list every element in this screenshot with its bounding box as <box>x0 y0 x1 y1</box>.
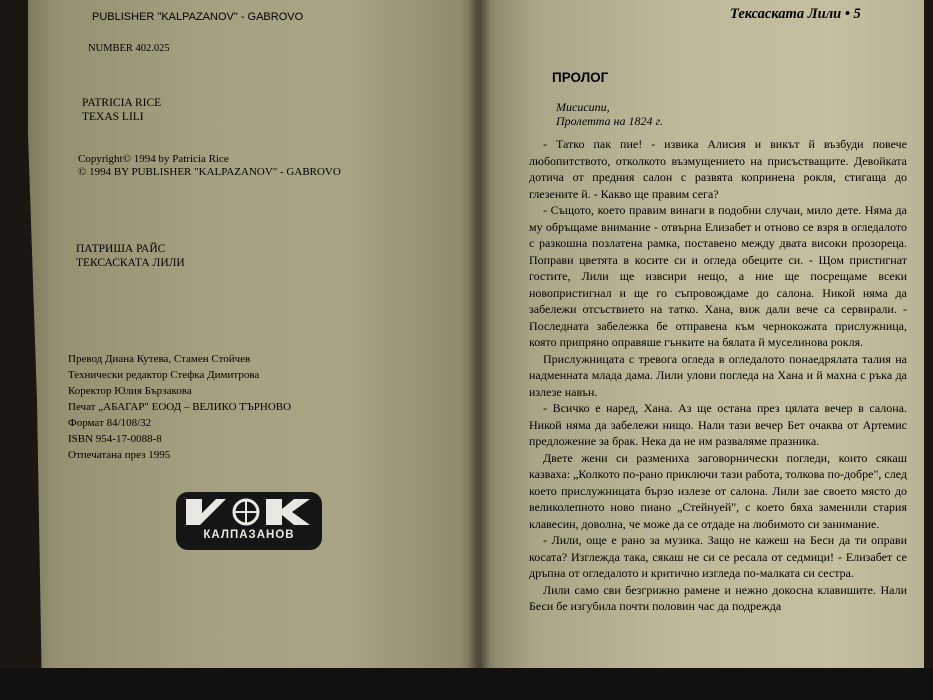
paragraph: Прислужницата с тревога огледа в огледалото понаедрялата талия на надменната млада дама. Лили улови погледа на Хана и й махна с ръка да излезе навън. <box>529 351 907 399</box>
paragraph: - Лили, още е рано за музика. Защо не кажеш на Беси да ти оправи косата? Изглежда така, сякаш не си се ресала от седмици! - Елизабет се дръпна от огледалото и критично изгледа по-малката си сестра. <box>529 533 907 580</box>
date-line: Пролетта на 1824 г. <box>556 114 664 128</box>
imprint-proofreader: Коректор Юлия Бързакова <box>68 385 192 397</box>
imprint-format: Формат 84/108/32 <box>68 417 152 429</box>
prologue-body <box>529 136 907 615</box>
copyright-line-1: Copyright© 1994 by Patricia Rice <box>78 153 229 165</box>
paragraph: - Татко пак пие! - извика Алисия и викът й възбуди повече любопитството, отколкото възмущението на присъстващите. Девойката дотича от предния салон с развята копринена рокля, стигаща до глезените й. - Какво ще правим сега? <box>529 137 907 201</box>
paragraph: Лили само сви безгрижно рамене и нежно докосна клавишите. Нали Беси бе изгубила почти половин час да подрежда <box>529 582 907 613</box>
imprint-isbn: ISBN 954-17-0088-8 <box>68 433 162 445</box>
imprint-printed-year: Отпечатана през 1995 <box>68 449 171 461</box>
imprint-translation: Превод Диана Кутева, Стамен Стойчев <box>68 353 251 365</box>
imprint-printing: Печат „АБАГАР" ЕООД – ВЕЛИКО ТЪРНОВО <box>68 401 292 413</box>
title-bulgarian: ТЕКСАСКАТА ЛИЛИ <box>76 257 185 269</box>
title-latin: TEXAS LILI <box>82 111 144 123</box>
author-bulgarian: ПАТРИША РАЙС <box>76 243 166 255</box>
publisher-logo-mark <box>182 495 316 529</box>
imprint-tech-editor: Технически редактор Стефка Димитрова <box>68 369 260 381</box>
running-header: Тексаската Лили • 5 <box>730 6 861 22</box>
copyright-line-2: © 1994 BY PUBLISHER "KALPAZANOV" - GABROVO <box>78 166 341 178</box>
chapter-title: ПРОЛОГ <box>552 70 609 85</box>
book-spine <box>468 0 490 668</box>
author-latin: PATRICIA RICE <box>82 97 162 109</box>
paragraph: Двете жени си размениха заговорнически погледи, които сякаш казваха: „Колкото по-рано приключи тази работа, толкова по-добре", след което прислужницата бързо излезе от салона. Лили зае своето място до великолепното ново пиано „Стейнуей", с което бяха заменили стария клавесин, доволна, че може да се отдаде на любимото си занимание. <box>529 450 907 531</box>
publisher-line: PUBLISHER "KALPAZANOV" - GABROVO <box>92 11 304 23</box>
publisher-logo-text: КАЛПАЗАНОВ <box>203 529 295 541</box>
paragraph: - Същото, което правим винаги в подобни случаи, мило дете. Няма да му обръщаме внимание - отвърна Елизабет и отново се взря в огледалото с разкошна позлатена рамка, поставено между двата високи прозореца. Поправи цветята в косите си и огледа обеците си. - Щом пристигнат гостите, Лили ще извсири нещо, а ние ще посрещаме всеки новопристигнал и ще го съпровождаме до салона. Никой няма да забележи отсъствието на татко. Хана, виж дали вече са сервирали. - Последната забележка бе отправена към чернокожата прислужница, която припряно оправяше гънките на бялата й муселинова рокля. <box>529 203 907 349</box>
table-surface <box>0 668 933 700</box>
number-line: NUMBER 402.025 <box>88 43 170 54</box>
place-line: Мисисипи, <box>556 100 610 114</box>
paragraph: - Всичко е наред, Хана. Аз ще остана през цялата вечер в салона. Никой няма да забележи нищо. Нали тази вечер Бет очаква от Артемис предложение за брак. Нека да не им разваляме празника. <box>529 401 907 448</box>
publisher-logo <box>176 492 322 550</box>
